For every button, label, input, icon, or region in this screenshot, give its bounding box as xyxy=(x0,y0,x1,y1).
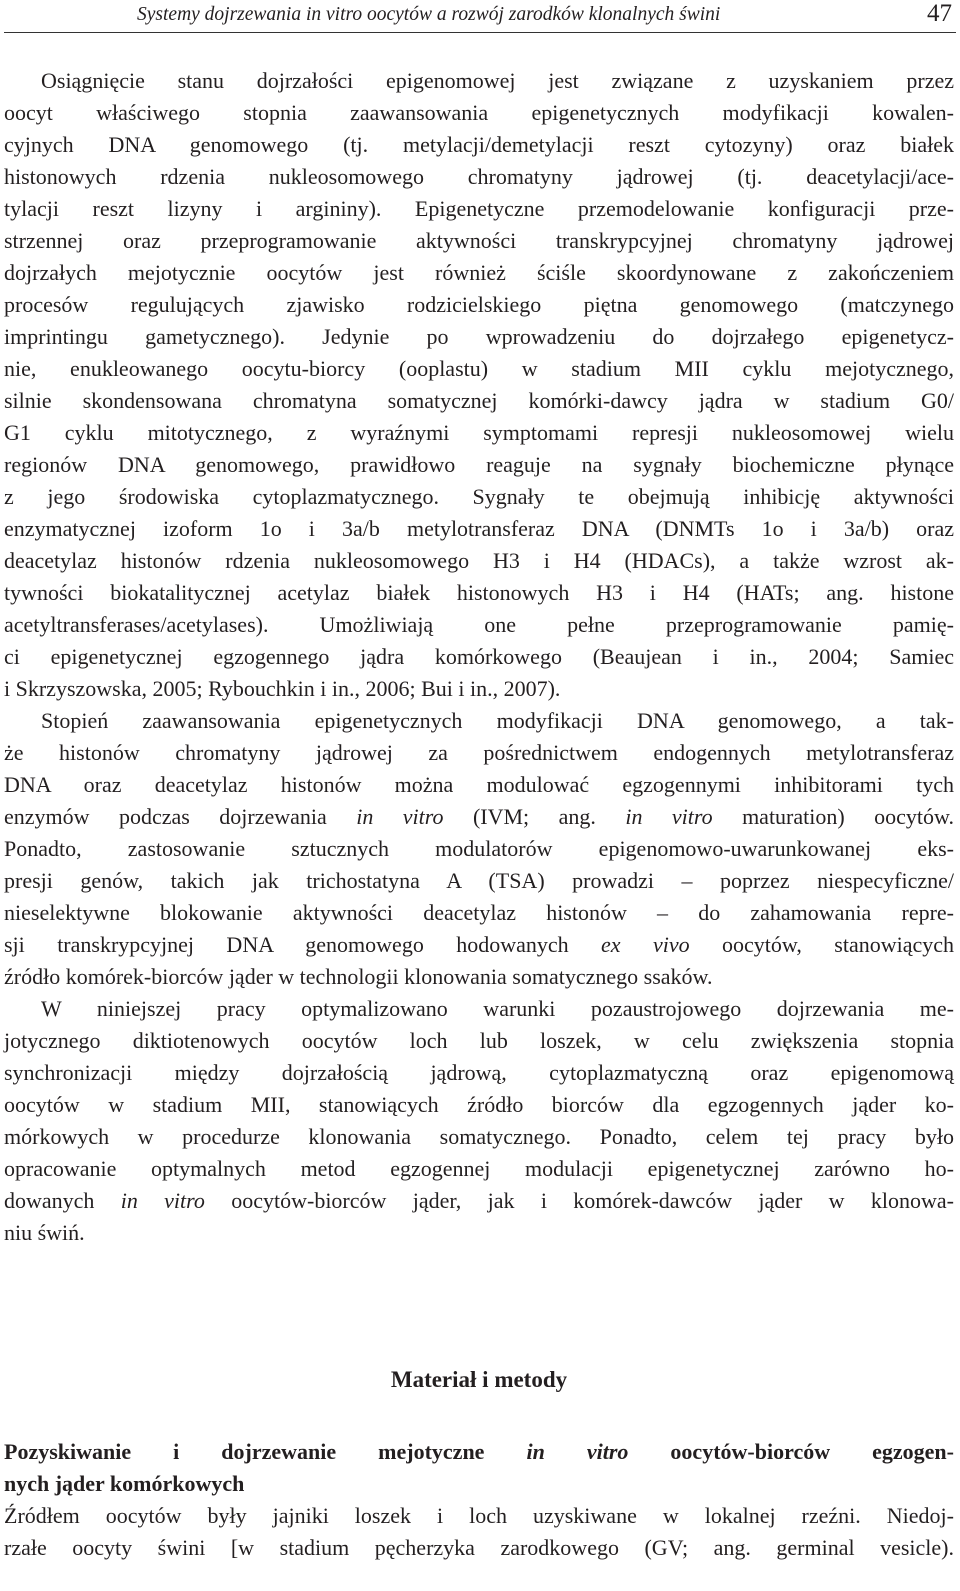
text-line: jotycznego diktiotenowych oocytów loch lub loszek, w celu zwiększenia stopnia xyxy=(4,1028,954,1053)
text-line: synchronizacji między dojrzałością jądrową, cytoplazmatyczną oraz epigenomową xyxy=(4,1060,954,1085)
italic-term: in vitro xyxy=(120,1188,205,1213)
text-line: imprintingu gametycznego). Jedynie po wprowadzeniu do dojrzałego epigenetycz- xyxy=(4,324,954,349)
text-run: oocytów-biorców jąder, jak i komórek-dawców jąder w klonowa- xyxy=(204,1188,954,1213)
page-number: 47 xyxy=(927,0,952,27)
text-line: procesów regulujących zjawisko rodzicielskiego piętna genomowego (matczynego xyxy=(4,292,954,317)
text-run: dowanych xyxy=(4,1188,121,1213)
text-line: deacetylaz histonów rdzenia nukleosomowego H3 i H4 (HDACs), a także wzrost ak- xyxy=(4,548,954,573)
italic-term: in vitro xyxy=(356,804,444,829)
text-line: strzennej oraz przeprogramowanie aktywności transkrypcyjnej chromatyny jądrowej xyxy=(4,228,954,253)
paragraph-2 xyxy=(4,705,954,993)
text-line: rzałe oocyty świni [w stadium pęcherzyka zarodkowego (GV; ang. germinal vesicle). xyxy=(4,1535,954,1560)
text-line: Ponadto, zastosowanie sztucznych modulatorów epigenomowo-uwarunkowanej eks- xyxy=(4,836,954,861)
text-run: enzymów podczas dojrzewania xyxy=(4,804,357,829)
text-line: nie, enukleowanego oocytu-biorcy (ooplastu) w stadium MII cyklu mejotycznego, xyxy=(4,356,954,381)
text-line xyxy=(4,1185,954,1217)
text-line: oocyt właściwego stopnia zaawansowania epigenetycznych modyfikacji kowalen- xyxy=(4,100,954,125)
text-line: acetyltransferases/acetylases). Umożliwiają one pełne przeprogramowanie pamię- xyxy=(4,612,954,637)
italic-term: ex vivo xyxy=(601,932,690,957)
text-line: presji genów, takich jak trichostatyna A (TSA) prowadzi – poprzez niespecyficzne/ xyxy=(4,868,954,893)
text-line: silnie skondensowana chromatyna somatycznej komórki-dawcy jądra w stadium G0/ xyxy=(4,388,954,413)
paragraph-4 xyxy=(4,1500,954,1564)
text-line: Stopień zaawansowania epigenetycznych modyfikacji DNA genomowego, a tak- xyxy=(41,708,954,733)
text-line: Osiągnięcie stanu dojrzałości epigenomowej jest związane z uzyskaniem przez xyxy=(41,68,954,93)
text-run: sji transkrypcyjnej DNA genomowego hodowanych xyxy=(4,932,602,957)
text-run: (IVM; ang. xyxy=(443,804,626,829)
text-line: regionów DNA genomowego, prawidłowo reaguje na sygnały biochemiczne płynące xyxy=(4,452,954,477)
text-line: że histonów chromatyny jądrowej za pośrednictwem endogennych metylotransferaz xyxy=(4,740,954,765)
text-line: nieselektywne blokowanie aktywności deacetylaz histonów – do zahamowania repre- xyxy=(4,900,954,925)
text-line: niu świń. xyxy=(4,1220,85,1245)
text-line: mórkowych w procedurze klonowania somatycznego. Ponadto, celem tej pracy było xyxy=(4,1124,954,1149)
text-line: enzymatycznej izoform 1o i 3a/b metylotransferaz DNA (DNMTs 1o i 3a/b) oraz xyxy=(4,516,954,541)
text-line: tylacji reszt lizyny i argininy). Epigenetyczne przemodelowanie konfiguracji prze- xyxy=(4,196,954,221)
text-line: Źródłem oocytów były jajniki loszek i loch uzyskiwane w lokalnej rzeźni. Niedoj- xyxy=(4,1503,954,1528)
italic-term: in vitro xyxy=(526,1439,629,1464)
text-line: i Skrzyszowska, 2005; Rybouchkin i in., 2006; Bui i in., 2007). xyxy=(4,676,561,701)
text-line: źródło komórek-biorców jąder w technologii klonowania somatycznego ssaków. xyxy=(4,964,713,989)
text-line: dojrzałych mejotycznie oocytów jest również ściśle skoordynowane z zakończeniem xyxy=(4,260,954,285)
text-line: oocytów w stadium MII, stanowiących źródło biorców dla egzogennych jąder ko- xyxy=(4,1092,954,1117)
text-line: ci epigenetycznej egzogennego jądra komórkowego (Beaujean i in., 2004; Samiec xyxy=(4,644,954,669)
text-run: Pozyskiwanie i dojrzewanie mejotyczne xyxy=(4,1439,527,1464)
running-title: Systemy dojrzewania in vitro oocytów a rozwój zarodków klonalnych świni xyxy=(137,4,721,25)
paragraph-3 xyxy=(4,993,954,1249)
page-header xyxy=(4,0,956,33)
text-line: histonowych rdzenia nukleosomowego chromatyny jądrowej (tj. deacetylacji/ace- xyxy=(4,164,954,189)
subsection-heading xyxy=(4,1436,954,1500)
text-line: cyjnych DNA genomowego (tj. metylacji/demetylacji reszt cytozyny) oraz białek xyxy=(4,132,954,157)
text-line xyxy=(4,801,954,833)
text-line: W niniejszej pracy optymalizowano warunki pozaustrojowego dojrzewania me- xyxy=(41,996,954,1021)
text-run: maturation) oocytów. xyxy=(712,804,954,829)
text-run: oocytów, stanowiących xyxy=(689,932,954,957)
italic-term: in vitro xyxy=(625,804,713,829)
heading-line: nych jąder komórkowych xyxy=(4,1471,245,1496)
paragraph-1 xyxy=(4,65,954,705)
text-line: G1 cyklu mitotycznego, z wyraźnymi symptomami represji nukleosomowej wielu xyxy=(4,420,954,445)
text-run: oocytów-biorców egzogen- xyxy=(628,1439,954,1464)
text-line: tywności biokatalitycznej acetylaz białek histonowych H3 i H4 (HATs; ang. histone xyxy=(4,580,954,605)
main-text xyxy=(4,65,954,1249)
text-line: opracowanie optymalnych metod egzogennej modulacji epigenetycznej zarówno ho- xyxy=(4,1156,954,1181)
text-line xyxy=(4,929,954,961)
text-line: z jego środowiska cytoplazmatycznego. Sygnały te obejmują inhibicję aktywności xyxy=(4,484,954,509)
heading-line xyxy=(4,1436,954,1468)
section-heading: Materiał i metody xyxy=(390,1367,568,1392)
text-line: DNA oraz deacetylaz histonów można modulować egzogennymi inhibitorami tych xyxy=(4,772,954,797)
